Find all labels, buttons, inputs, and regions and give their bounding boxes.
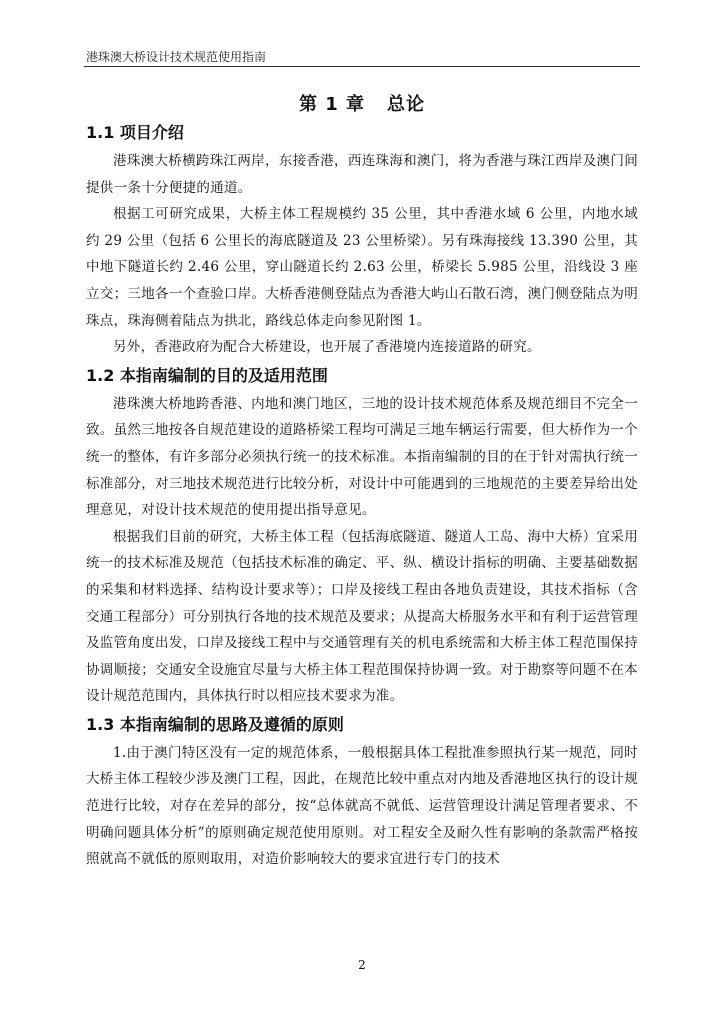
section-heading-1-3: 1.3 本指南编制的思路及遵循的原则 <box>86 714 344 734</box>
paragraph: 港珠澳大桥地跨香港、内地和澳门地区，三地的设计技术规范体系及规范细目不完全一致。虽然三地按各自规范建设的道路桥梁工程均可满足三地车辆运行需要，但大桥作为一个统一的整体，有许多部分必须执行统一的技术标准。本指南编制的目的在于针对需执行统一标准部分，对三地技术规范进行比较分析，对设计中可能遇到的三地规范的主要差异给出处理意见，对设计技术规范的使用提出指导意见。 <box>86 395 638 519</box>
chapter-title <box>0 90 724 116</box>
chapter-name: 总论 <box>387 94 426 115</box>
section-heading-1-1: 1.1 项目介绍 <box>86 123 184 142</box>
paragraph: 1.由于澳门特区没有一定的规范体系，一般根据具体工程批准参照执行某一规范，同时大桥主体工程较少涉及澳门工程，因此，在规范比较中重点对内地及香港地区执行的设计规范进行比较，对存在差异的部分，按“总体就高不就低、运营管理设计满足管理者要求、不明确问题具体分析”的原则确定规范使用原则。对工程安全及耐久性有影响的条款需严格按照就高不就低的原则取用，对造价影响较大的要求宜进行专门的技术 <box>86 744 638 868</box>
paragraph: 根据我们目前的研究，大桥主体工程（包括海底隧道、隧道人工岛、海中大桥）宜采用统一的技术标准及规范（包括技术标准的确定、平、纵、横设计指标的明确、主要基础数据的采集和材料选择、结构设计要求等）；口岸及接线工程由各地负责建设，其技术指标（含交通工程部分）可分别执行各地的技术规范及要求；从提高大桥服务水平和有利于运营管理及监管角度出发，口岸及接线工程中与交通管理有关的机电系统需和大桥主体工程范围保持协调顺接；交通安全设施宜尽量与大桥主体工程范围保持协调一致。对于勘察等问题不在本设计规范范围内，具体执行时以相应技术要求为准。 <box>86 528 638 705</box>
page-number: 2 <box>358 958 366 972</box>
paragraph: 港珠澳大桥横跨珠江两岸，东接香港，西连珠海和澳门，将为香港与珠江西岸及澳门间提供一条十分便捷的通道。 <box>86 153 638 196</box>
chapter-number: 第 1 章 <box>298 94 366 115</box>
section-heading-1-2: 1.2 本指南编制的目的及适用范围 <box>86 365 328 385</box>
paragraph: 根据工可研究成果，大桥主体工程规模约 35 公里，其中香港水域 6 公里，内地水域约 29 公里（包括 6 公里长的海底隧道及 23 公里桥梁）。另有珠海接线 13.390 公里，其中地下隧道长约 2.46 公里，穿山隧道长约 2.63 公里，桥梁长 5.985 公里，沿线设 3 座立交；三地各一个查验口岸。大桥香港侧登陆点为香港大屿山石散石湾，澳门侧登陆点为明珠点，珠海侧着陆点为拱北，路线总体走向参见附图 1。 <box>86 206 638 329</box>
paragraph: 另外，香港政府为配合大桥建设，也开展了香港境内连接道路的研究。 <box>113 339 541 356</box>
running-header: 港珠澳大桥设计技术规范使用指南 <box>86 50 267 64</box>
header-rule <box>84 66 640 67</box>
body-content <box>86 118 638 873</box>
